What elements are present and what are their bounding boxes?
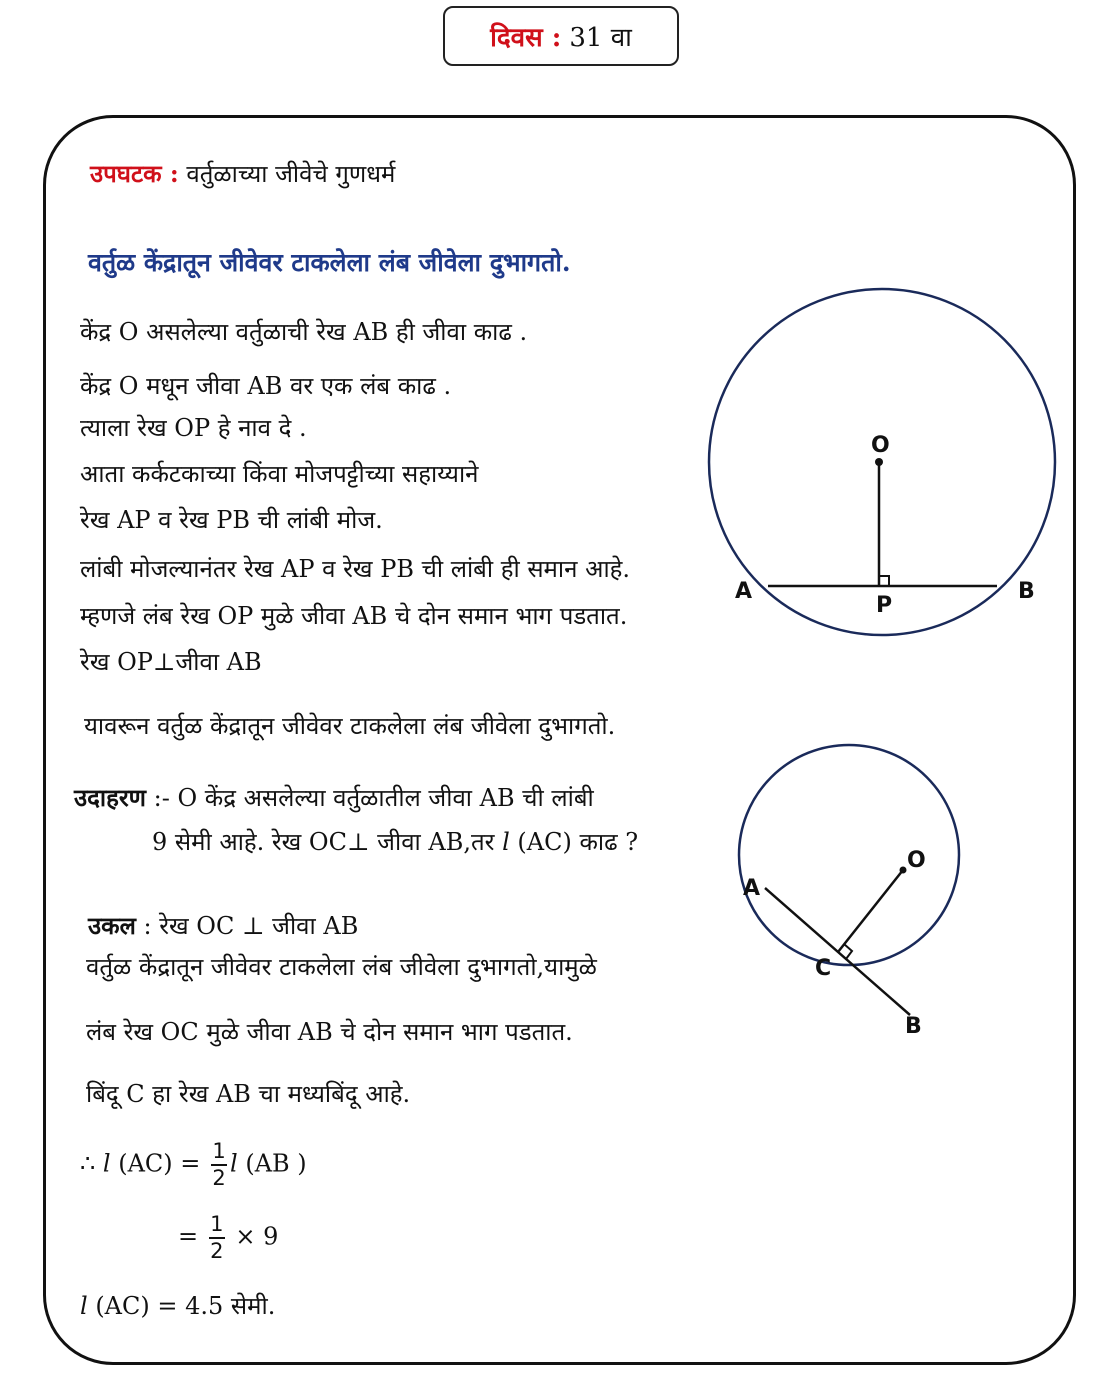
point-o-2	[900, 867, 907, 874]
eq3-text: (AC) = 4.5 सेमी.	[87, 1292, 276, 1320]
label-b-2: B	[905, 1014, 922, 1039]
fraction-num-2: 1	[210, 1212, 224, 1236]
label-p: P	[876, 593, 893, 618]
fraction-half-2	[209, 1213, 225, 1263]
example-l: l	[502, 828, 510, 856]
example-label: उदाहरण	[74, 783, 147, 812]
conclusion: यावरून वर्तुळ केंद्रातून जीवेवर टाकलेला लंब जीवेला दुभागतो.	[84, 712, 616, 740]
fraction-den-2: 2	[210, 1239, 224, 1264]
eq1-l2: l	[230, 1149, 238, 1178]
figure-chord-perpendicular	[690, 280, 1080, 650]
right-angle-mark	[879, 576, 889, 586]
day-value: 31 वा	[569, 23, 632, 53]
solution-line-3: लंब रेख OC मुळे जीवा AB चे दोन समान भाग पडतात.	[86, 1018, 573, 1046]
eq1-text: (AC) =	[110, 1149, 209, 1178]
eq3-l: l	[80, 1292, 88, 1320]
equation-3	[80, 1292, 275, 1321]
subunit-label: उपघटक :	[90, 159, 179, 188]
day-label: दिवस :	[490, 23, 562, 53]
eq2-equals: =	[178, 1222, 206, 1251]
step-6: लांबी मोजल्यानंतर रेख AP व रेख PB ची लांबी ही समान आहे.	[80, 555, 630, 583]
step-8: रेख OP⊥जीवा AB	[80, 648, 262, 676]
example-text: :- O केंद्र असलेल्या वर्तुळातील जीवा AB ची लांबी	[146, 784, 594, 812]
solution-text-1: : रेख OC ⊥ जीवा AB	[135, 912, 359, 940]
solution-line-1	[88, 912, 358, 941]
step-3: त्याला रेख OP हे नाव दे .	[80, 414, 307, 442]
therefore-sign: ∴	[80, 1149, 103, 1178]
solution-label: उकल	[88, 911, 136, 940]
example-text-a: 9 सेमी आहे. रेख OC⊥ जीवा AB,तर	[152, 828, 503, 856]
example-line-2	[152, 828, 638, 857]
step-4: आता कर्कटकाच्या किंवा मोजपट्टीच्या सहाय्याने	[80, 460, 479, 488]
equation-2	[178, 1213, 278, 1263]
example-line-1	[74, 784, 594, 813]
equation-1	[80, 1140, 307, 1190]
eq2-text: × 9	[227, 1222, 279, 1251]
example-text-b: (AC) काढ ?	[509, 828, 639, 856]
subunit-line	[90, 160, 395, 189]
step-2: केंद्र O मधून जीवा AB वर एक लंब काढ .	[80, 372, 452, 400]
point-o	[875, 458, 883, 466]
figure-example	[735, 725, 965, 1040]
segment-oc	[838, 870, 903, 952]
fraction-den: 2	[212, 1166, 226, 1191]
solution-line-4: बिंदू C हा रेख AB चा मध्यबिंदू आहे.	[86, 1080, 411, 1108]
eq1-l: l	[102, 1149, 111, 1178]
day-box	[443, 6, 679, 66]
label-b: B	[1018, 579, 1035, 604]
theorem-heading: वर्तुळ केंद्रातून जीवेवर टाकलेला लंब जीवेला दुभागतो.	[88, 248, 571, 277]
label-a-2: A	[743, 876, 761, 901]
fraction-half	[211, 1140, 227, 1190]
fraction-num: 1	[212, 1139, 226, 1163]
eq1-text-2: (AB )	[237, 1149, 307, 1178]
label-c: C	[815, 956, 832, 981]
subunit-title: वर्तुळाच्या जीवेचे गुणधर्म	[186, 160, 396, 188]
step-7: म्हणजे लंब रेख OP मुळे जीवा AB चे दोन समान भाग पडतात.	[80, 602, 628, 630]
step-5: रेख AP व रेख PB ची लांबी मोज.	[80, 506, 383, 534]
label-o-2: O	[907, 848, 926, 873]
solution-line-2: वर्तुळ केंद्रातून जीवेवर टाकलेला लंब जीवेला दुभागतो,यामुळे	[86, 953, 597, 981]
label-a: A	[735, 579, 753, 604]
circle-2	[739, 745, 959, 965]
label-o: O	[871, 433, 890, 458]
step-1: केंद्र O असलेल्या वर्तुळाची रेख AB ही जीवा काढ .	[80, 318, 528, 346]
